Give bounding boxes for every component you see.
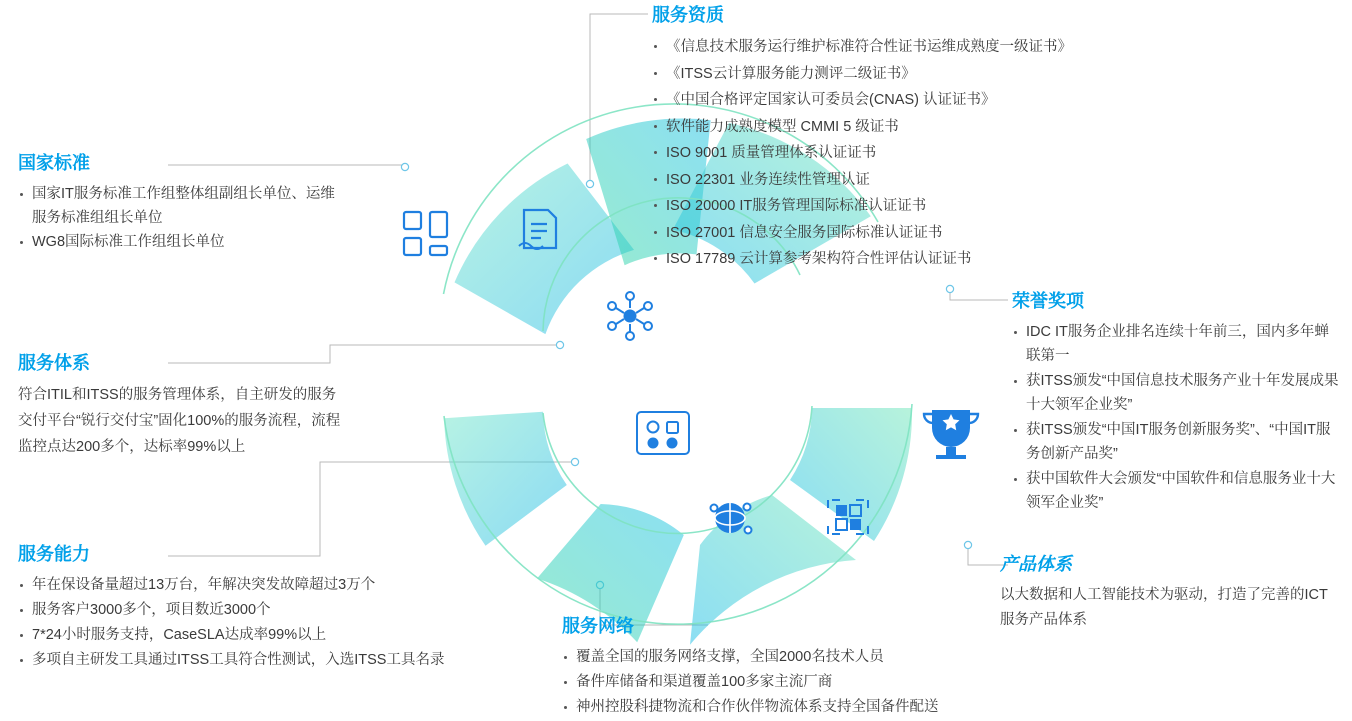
block-title-service-qualification: 服务资质 — [652, 5, 724, 25]
list-item: 服务客户3000多个，项目数近3000个 — [18, 598, 538, 623]
block-title-national-standard: 国家标准 — [18, 153, 90, 173]
list-honors — [1012, 320, 1342, 515]
grid-shapes-icon — [637, 412, 689, 454]
list-item: 软件能力成熟度模型 CMMI 5 级证书 — [652, 114, 1082, 141]
paragraph-service-system: 符合ITIL和ITSS的服务管理体系，自主研发的服务交付平台“锐行交付宝”固化100%的服务流程，流程监控点达200多个，达标率99%以上 — [18, 387, 341, 455]
list-item: 《ITSS云计算服务能力测评二级证书》 — [652, 61, 1082, 88]
list-item: IDC IT服务企业排名连续十年前三，国内多年蝉联第一 — [1012, 320, 1342, 368]
block-title-service-network: 服务网络 — [562, 616, 634, 636]
list-item: 年在保设备量超过13万台，年解决突发故障超过3万个 — [18, 573, 538, 598]
list-item: 备件库储备和渠道覆盖100多家主流厂商 — [562, 670, 1032, 695]
trophy-award-icon — [924, 410, 978, 459]
block-service-system — [18, 352, 348, 460]
block-title-honors: 荣誉奖项 — [1012, 291, 1084, 311]
list-item: 《中国合格评定国家认可委员会(CNAS) 认证证书》 — [652, 87, 1082, 114]
list-item: WG8国际标准工作组组长单位 — [18, 230, 348, 254]
list-item: 《信息技术服务运行维护标准符合性证书运维成熟度一级证书》 — [652, 34, 1082, 61]
block-title-service-system: 服务体系 — [18, 353, 90, 373]
atom-network-icon — [608, 292, 652, 340]
list-service-capability — [18, 573, 538, 673]
list-item: 多项自主研发工具通过ITSS工具符合性测试，入选ITSS工具名录 — [18, 648, 538, 673]
list-item: ISO 20000 IT服务管理国际标准认证证书 — [652, 193, 1082, 220]
list-item: ISO 27001 信息安全服务国际标准认证证书 — [652, 220, 1082, 247]
block-national-standard — [18, 152, 348, 254]
block-honors — [1012, 290, 1342, 516]
list-item: 获中国软件大会颁发“中国软件和信息服务业十大领军企业奖” — [1012, 467, 1342, 515]
list-item: 获ITSS颁发“中国IT服务创新服务奖”、“中国IT服务创新产品奖” — [1012, 418, 1342, 466]
block-title-service-capability: 服务能力 — [18, 544, 90, 564]
block-title-product-system: 产品体系 — [1000, 554, 1072, 574]
list-service-qualification — [652, 34, 1082, 273]
list-national-standard — [18, 182, 348, 254]
segment-grid-shape — [444, 412, 567, 546]
list-item: 覆盖全国的服务网络支撑，全国2000名技术人员 — [562, 645, 1032, 670]
block-product-system — [1000, 553, 1340, 633]
list-item: ISO 22301 业务连续性管理认证 — [652, 167, 1082, 194]
list-item: 获ITSS颁发“中国信息技术服务产业十年发展成果十大领军企业奖” — [1012, 369, 1342, 417]
list-item: ISO 17789 云计算参考架构符合性评估认证证书 — [652, 246, 1082, 273]
list-item: 7*24小时服务支持，CaseSLA达成率99%以上 — [18, 623, 538, 648]
list-item: 国家IT服务标准工作组整体组副组长单位、运维服务标准组组长单位 — [18, 182, 348, 230]
dashboard-icon — [404, 212, 447, 255]
list-item: 神州控股科捷物流和合作伙伴物流体系支持全国备件配送 — [562, 695, 1032, 720]
paragraph-product-system: 以大数据和人工智能技术为驱动，打造了完善的ICT服务产品体系 — [1000, 587, 1328, 628]
block-service-qualification — [652, 4, 1082, 273]
list-item: ISO 9001 质量管理体系认证证书 — [652, 140, 1082, 167]
block-service-capability — [18, 543, 538, 673]
block-service-network — [562, 615, 1032, 720]
list-service-network — [562, 645, 1032, 720]
